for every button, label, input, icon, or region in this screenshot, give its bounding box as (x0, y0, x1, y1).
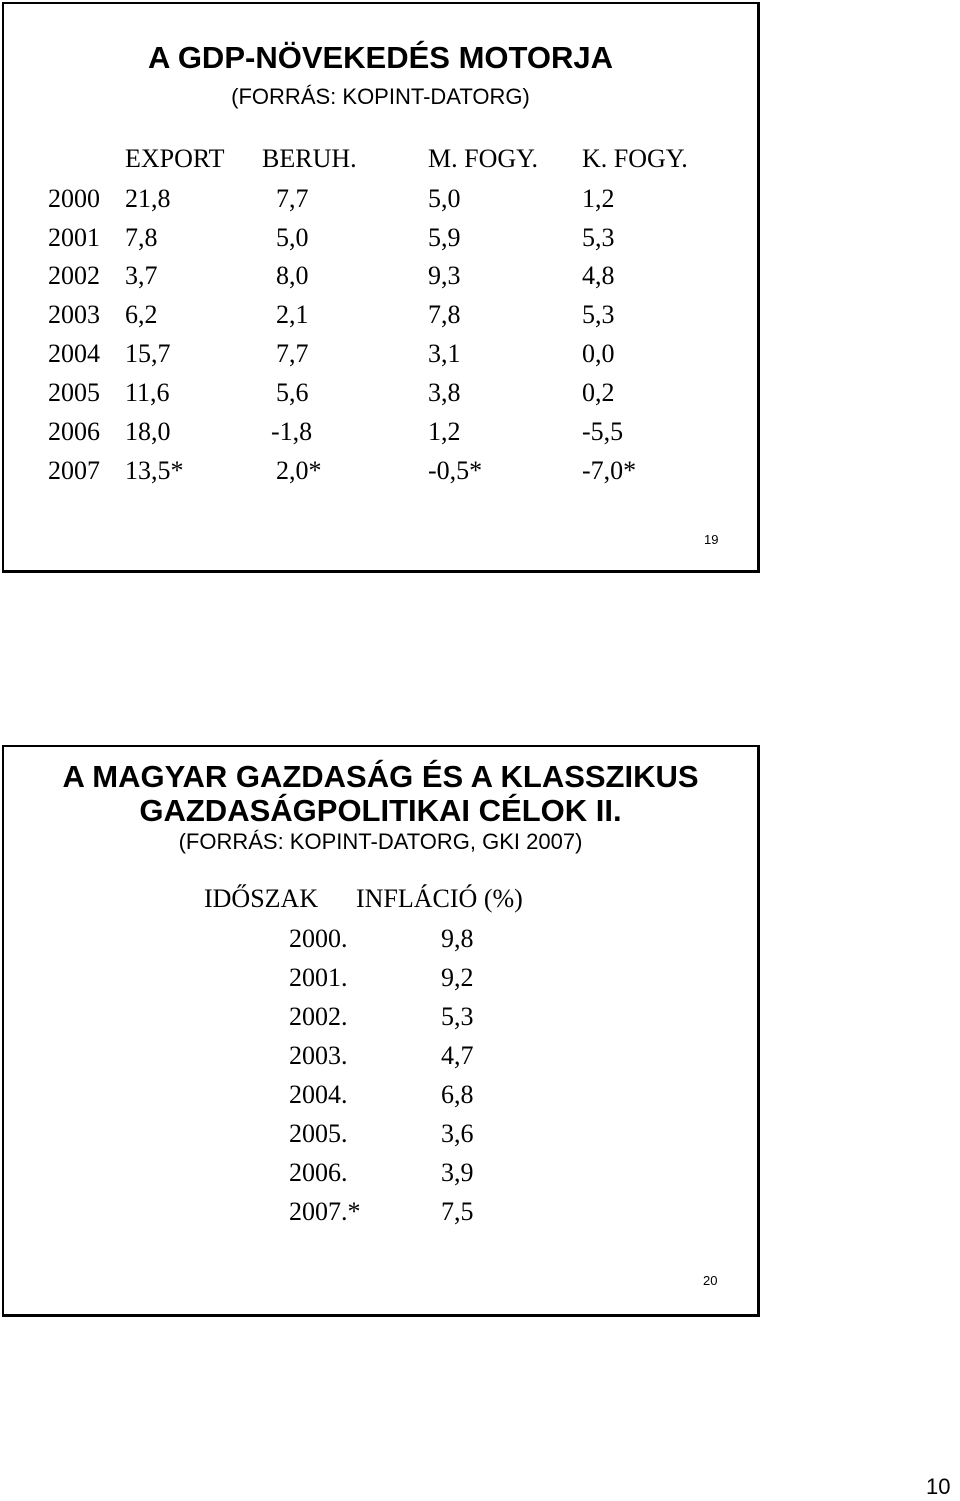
year-cell: 2005 (48, 378, 100, 407)
header-beruh: BERUH. (262, 144, 357, 173)
m-fogy-cell: -0,5* (428, 456, 483, 485)
k-fogy-cell: -7,0* (582, 456, 637, 485)
year-cell: 2003 (48, 300, 100, 329)
slide-source: (FORRÁS: KOPINT-DATORG) (231, 84, 530, 109)
period-cell: 2000. (289, 924, 348, 953)
k-fogy-cell: 5,3 (582, 223, 615, 252)
period-cell: 2003. (289, 1041, 348, 1070)
beruh-cell: 7,7 (276, 339, 309, 368)
beruh-cell: -1,8 (271, 417, 313, 446)
header-period: IDŐSZAK (204, 884, 319, 913)
export-cell: 21,8 (125, 184, 171, 213)
m-fogy-cell: 3,8 (428, 378, 461, 407)
k-fogy-cell: 4,8 (582, 261, 615, 290)
inflation-cell: 9,2 (441, 963, 474, 992)
beruh-cell: 5,6 (276, 378, 309, 407)
inflation-cell: 6,8 (441, 1080, 474, 1109)
slide-source: (FORRÁS: KOPINT-DATORG, GKI 2007) (178, 829, 583, 854)
k-fogy-cell: -5,5 (582, 417, 624, 446)
page-number: 10 (926, 1474, 951, 1499)
header-inflation: INFLÁCIÓ (%) (356, 884, 523, 913)
export-cell: 7,8 (125, 223, 158, 252)
year-cell: 2002 (48, 261, 100, 290)
period-cell: 2007.* (289, 1197, 361, 1226)
export-cell: 3,7 (125, 261, 158, 290)
beruh-cell: 7,7 (276, 184, 309, 213)
slide-inflation (2, 745, 760, 1317)
slide-number: 19 (704, 532, 719, 547)
period-cell: 2005. (289, 1119, 348, 1148)
inflation-cell: 3,6 (441, 1119, 474, 1148)
k-fogy-cell: 0,2 (582, 378, 615, 407)
year-cell: 2001 (48, 223, 100, 252)
export-cell: 18,0 (125, 417, 171, 446)
header-k-fogy: K. FOGY. (582, 144, 688, 173)
m-fogy-cell: 9,3 (428, 261, 461, 290)
header-m-fogy: M. FOGY. (428, 144, 539, 173)
slide-title-line-2: GAZDASÁGPOLITIKAI CÉLOK II. (139, 793, 622, 828)
beruh-cell: 8,0 (276, 261, 309, 290)
m-fogy-cell: 7,8 (428, 300, 461, 329)
beruh-cell: 2,0* (276, 456, 322, 485)
m-fogy-cell: 5,9 (428, 223, 461, 252)
inflation-cell: 9,8 (441, 924, 474, 953)
year-cell: 2007 (48, 456, 100, 485)
export-cell: 6,2 (125, 300, 158, 329)
k-fogy-cell: 0,0 (582, 339, 615, 368)
export-cell: 15,7 (125, 339, 171, 368)
inflation-cell: 5,3 (441, 1002, 474, 1031)
period-cell: 2004. (289, 1080, 348, 1109)
period-cell: 2006. (289, 1158, 348, 1187)
year-cell: 2004 (48, 339, 100, 368)
export-cell: 13,5* (125, 456, 184, 485)
year-cell: 2000 (48, 184, 100, 213)
inflation-cell: 3,9 (441, 1158, 474, 1187)
k-fogy-cell: 1,2 (582, 184, 615, 213)
m-fogy-cell: 1,2 (428, 417, 461, 446)
m-fogy-cell: 5,0 (428, 184, 461, 213)
header-export: EXPORT (125, 144, 225, 173)
slide-gdp-growth (2, 2, 760, 573)
slide-number: 20 (703, 1273, 718, 1288)
inflation-cell: 7,5 (441, 1197, 474, 1226)
period-cell: 2001. (289, 963, 348, 992)
inflation-cell: 4,7 (441, 1041, 474, 1070)
m-fogy-cell: 3,1 (428, 339, 461, 368)
export-cell: 11,6 (125, 378, 170, 407)
slide-title: A GDP-NÖVEKEDÉS MOTORJA (147, 40, 614, 75)
beruh-cell: 2,1 (276, 300, 309, 329)
year-cell: 2006 (48, 417, 100, 446)
k-fogy-cell: 5,3 (582, 300, 615, 329)
slide-title-line-1: A MAGYAR GAZDASÁG ÉS A KLASSZIKUS (62, 759, 699, 794)
period-cell: 2002. (289, 1002, 348, 1031)
beruh-cell: 5,0 (276, 223, 309, 252)
